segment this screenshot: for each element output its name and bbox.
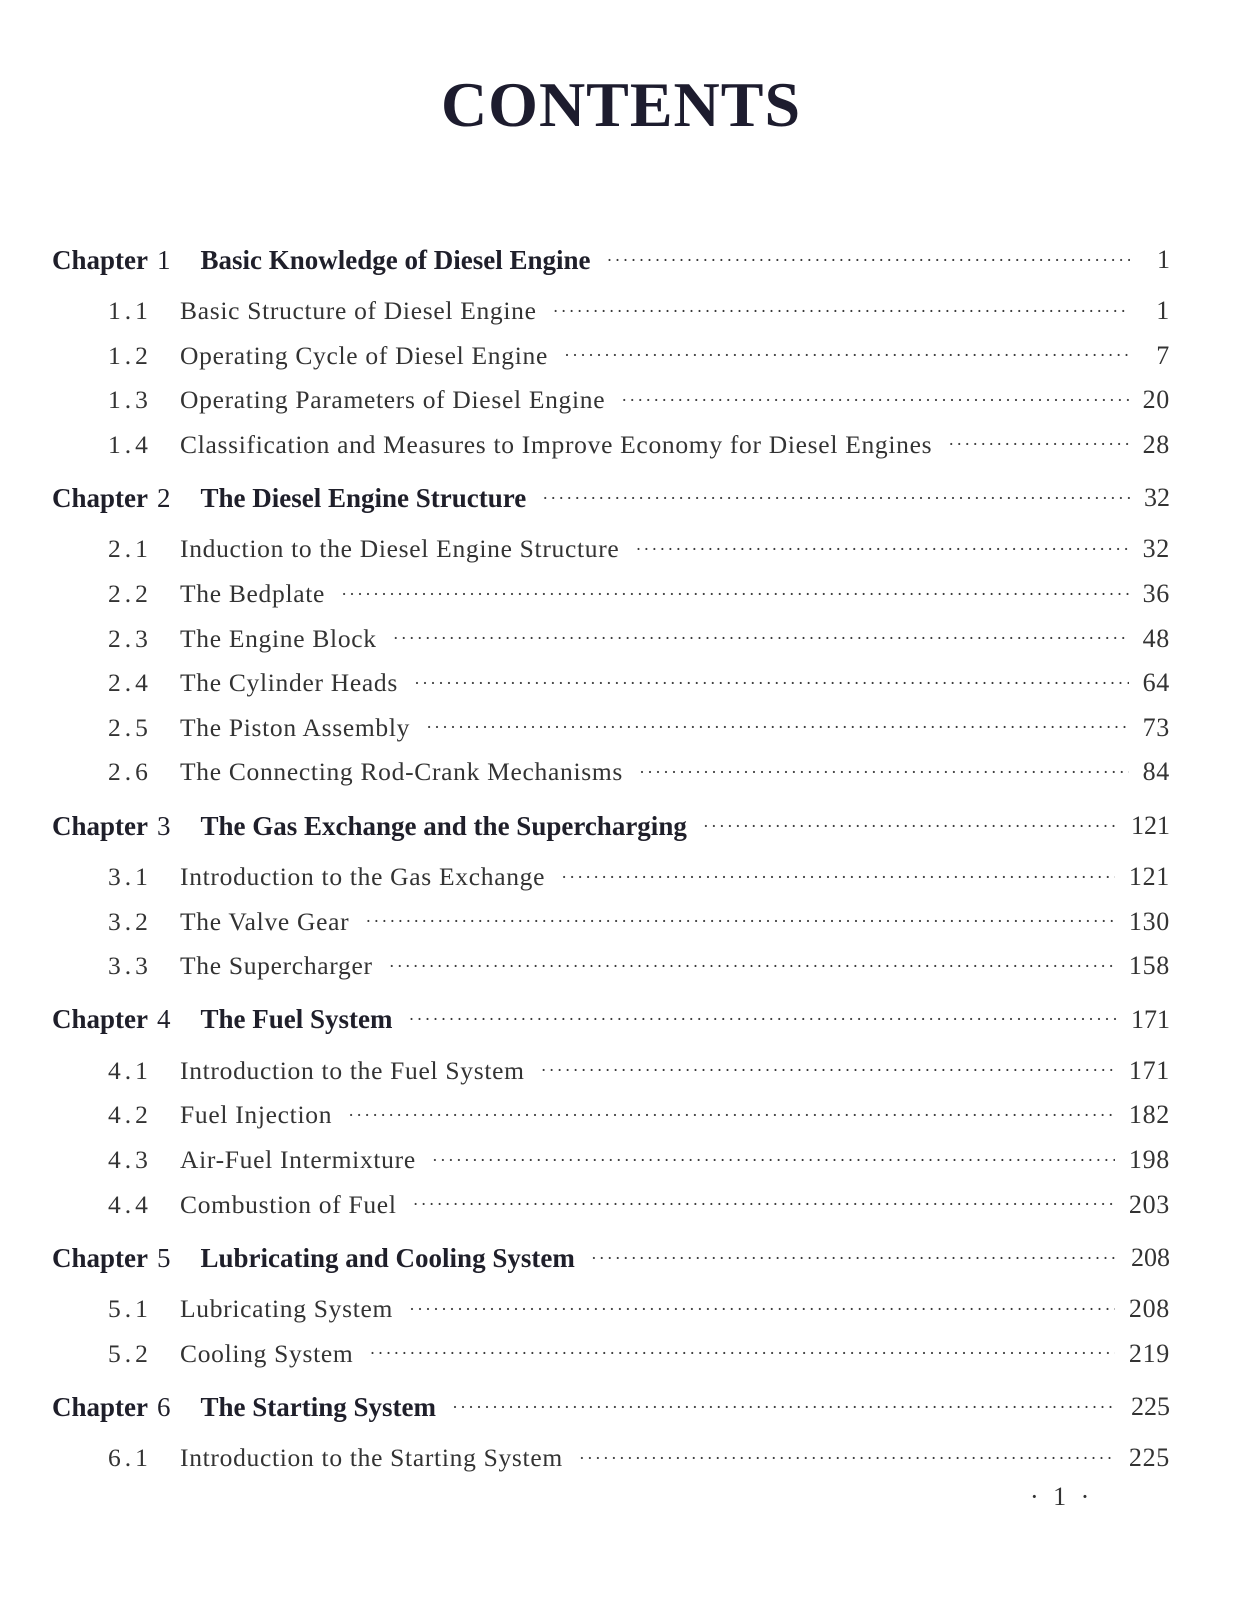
section-title: The Supercharger: [180, 951, 373, 981]
section-title: Introduction to the Fuel System: [180, 1055, 525, 1085]
section-number: 2.5: [108, 712, 152, 742]
dot-leader: [413, 1194, 1115, 1215]
dot-leader: [607, 250, 1131, 271]
chapter-entry: [52, 1387, 1170, 1427]
section-page: 158: [1128, 951, 1170, 981]
section-title: The Valve Gear: [180, 906, 350, 936]
chapter-label: Chapter: [52, 482, 148, 513]
dot-leader: [409, 1299, 1115, 1320]
dot-leader: [409, 1009, 1118, 1030]
dot-leader: [341, 584, 1129, 605]
chapter-title: The Fuel System: [200, 1004, 393, 1035]
chapter-number: 6: [157, 1391, 171, 1422]
section-number: 1.1: [108, 296, 152, 325]
section-entry: [52, 291, 1170, 331]
section-page: 7: [1156, 340, 1170, 370]
page-number: · 1 ·: [1030, 1482, 1094, 1511]
section-number: 3.2: [108, 906, 152, 936]
chapter-entry: [52, 806, 1170, 846]
section-number: 5.2: [108, 1338, 152, 1368]
section-entry: [52, 663, 1170, 703]
section-number: 1.2: [108, 340, 152, 370]
section-number: 4.2: [108, 1100, 152, 1130]
chapter-entry: [52, 478, 1170, 518]
dot-leader: [561, 867, 1115, 888]
chapter-title: The Gas Exchange and the Supercharging: [200, 810, 687, 841]
chapter-label: Chapter: [52, 1391, 148, 1422]
dot-leader: [432, 1150, 1115, 1171]
dot-leader: [553, 301, 1130, 322]
chapter-label: Chapter: [52, 1242, 148, 1273]
section-page: 20: [1142, 385, 1170, 415]
section-title: Air-Fuel Intermixture: [180, 1145, 416, 1174]
dot-leader: [348, 1105, 1115, 1126]
chapter-page: 225: [1131, 1392, 1170, 1422]
section-entry: [52, 708, 1170, 748]
dot-leader: [414, 673, 1129, 694]
dot-leader: [579, 1448, 1115, 1469]
section-entry: [52, 1095, 1170, 1135]
section-title: The Connecting Rod-Crank Mechanisms: [180, 757, 624, 787]
chapter-title: The Diesel Engine Structure: [200, 482, 527, 513]
section-page: 84: [1142, 757, 1170, 787]
dot-leader: [389, 956, 1115, 977]
section-entry: [52, 1334, 1170, 1374]
section-page: 208: [1128, 1294, 1170, 1324]
section-entry: [52, 380, 1170, 420]
section-entry: [52, 574, 1170, 614]
dot-leader: [703, 816, 1117, 837]
section-entry: [52, 619, 1170, 659]
chapter-title: The Starting System: [200, 1391, 436, 1422]
chapter-number: 4: [157, 1004, 171, 1035]
section-page: 1: [1156, 296, 1170, 325]
section-number: 2.4: [108, 668, 152, 698]
section-page: 32: [1142, 534, 1170, 564]
section-number: 4.3: [108, 1145, 152, 1174]
dot-leader: [591, 1248, 1117, 1269]
section-entry: [52, 336, 1170, 376]
section-entry: [52, 752, 1170, 792]
chapter-entry: [52, 1238, 1170, 1278]
chapter-page: 171: [1131, 1004, 1170, 1034]
section-page: 225: [1128, 1443, 1170, 1473]
dot-leader: [635, 539, 1128, 560]
chapter-entry: [52, 1000, 1170, 1040]
chapter-page: 1: [1157, 245, 1170, 274]
chapter-page: 208: [1131, 1243, 1170, 1273]
section-entry: [52, 1051, 1170, 1091]
section-title: Classification and Measures to Improve Economy for Diesel Engines: [180, 429, 933, 459]
section-title: Operating Cycle of Diesel Engine: [180, 340, 548, 370]
section-title: Induction to the Diesel Engine Structure: [180, 534, 620, 564]
section-number: 2.6: [108, 757, 152, 787]
section-entry: [52, 902, 1170, 942]
section-number: 2.1: [108, 534, 152, 564]
section-number: 4.4: [108, 1189, 152, 1219]
section-title: Cooling System: [180, 1338, 354, 1368]
section-title: The Cylinder Heads: [180, 668, 398, 698]
section-number: 5.1: [108, 1294, 152, 1324]
dot-leader: [621, 390, 1128, 411]
section-page: 121: [1128, 862, 1170, 891]
section-number: 3.1: [108, 862, 152, 891]
chapter-page: 121: [1131, 811, 1170, 840]
section-page: 36: [1142, 579, 1170, 608]
section-page: 73: [1142, 712, 1170, 742]
section-entry: [52, 1185, 1170, 1225]
section-number: 6.1: [108, 1443, 152, 1473]
section-page: 64: [1142, 668, 1170, 698]
section-entry: [52, 857, 1170, 897]
dot-leader: [564, 345, 1130, 366]
section-number: 2.3: [108, 623, 152, 653]
dot-leader: [426, 717, 1129, 738]
dot-leader: [541, 1060, 1115, 1081]
section-title: Operating Parameters of Diesel Engine: [180, 385, 606, 415]
section-entry: [52, 1438, 1170, 1478]
chapter-title: Basic Knowledge of Diesel Engine: [200, 244, 591, 275]
dot-leader: [369, 1343, 1114, 1364]
section-entry: [52, 529, 1170, 569]
chapter-entry: [52, 240, 1170, 280]
section-page: 198: [1128, 1145, 1170, 1174]
chapter-page: 32: [1144, 483, 1170, 513]
section-page: 171: [1128, 1055, 1170, 1085]
chapter-title: Lubricating and Cooling System: [200, 1242, 575, 1273]
section-page: 28: [1142, 429, 1170, 459]
section-title: Fuel Injection: [180, 1100, 333, 1130]
chapter-number: 2: [157, 482, 171, 513]
section-entry: [52, 425, 1170, 465]
section-number: 2.2: [108, 579, 152, 608]
section-title: Introduction to the Starting System: [180, 1443, 563, 1473]
section-page: 130: [1128, 906, 1170, 936]
dot-leader: [365, 911, 1115, 932]
chapter-label: Chapter: [52, 810, 148, 841]
section-number: 1.3: [108, 385, 152, 415]
section-title: Combustion of Fuel: [180, 1189, 397, 1219]
section-title: The Bedplate: [180, 579, 326, 608]
section-number: 1.4: [108, 429, 152, 459]
section-title: The Piston Assembly: [180, 712, 411, 742]
section-page: 203: [1128, 1189, 1170, 1219]
section-number: 4.1: [108, 1055, 152, 1085]
dot-leader: [452, 1397, 1117, 1418]
section-entry: [52, 1140, 1170, 1180]
section-title: Introduction to the Gas Exchange: [180, 862, 546, 891]
section-entry: [52, 946, 1170, 986]
dot-leader: [393, 628, 1129, 649]
chapter-number: 5: [157, 1242, 171, 1273]
section-title: Lubricating System: [180, 1294, 394, 1324]
section-title: Basic Structure of Diesel Engine: [180, 296, 537, 325]
chapter-label: Chapter: [52, 1004, 148, 1035]
dot-leader: [542, 488, 1130, 509]
section-number: 3.3: [108, 951, 152, 981]
chapter-label: Chapter: [52, 244, 148, 275]
dot-leader: [948, 434, 1128, 455]
section-title: The Engine Block: [180, 623, 377, 653]
dot-leader: [639, 762, 1129, 783]
section-entry: [52, 1289, 1170, 1329]
page-title: CONTENTS: [440, 69, 802, 140]
chapter-number: 3: [157, 810, 171, 841]
section-page: 48: [1142, 623, 1170, 653]
chapter-number: 1: [157, 244, 171, 275]
section-page: 219: [1128, 1338, 1170, 1368]
section-page: 182: [1128, 1100, 1170, 1130]
